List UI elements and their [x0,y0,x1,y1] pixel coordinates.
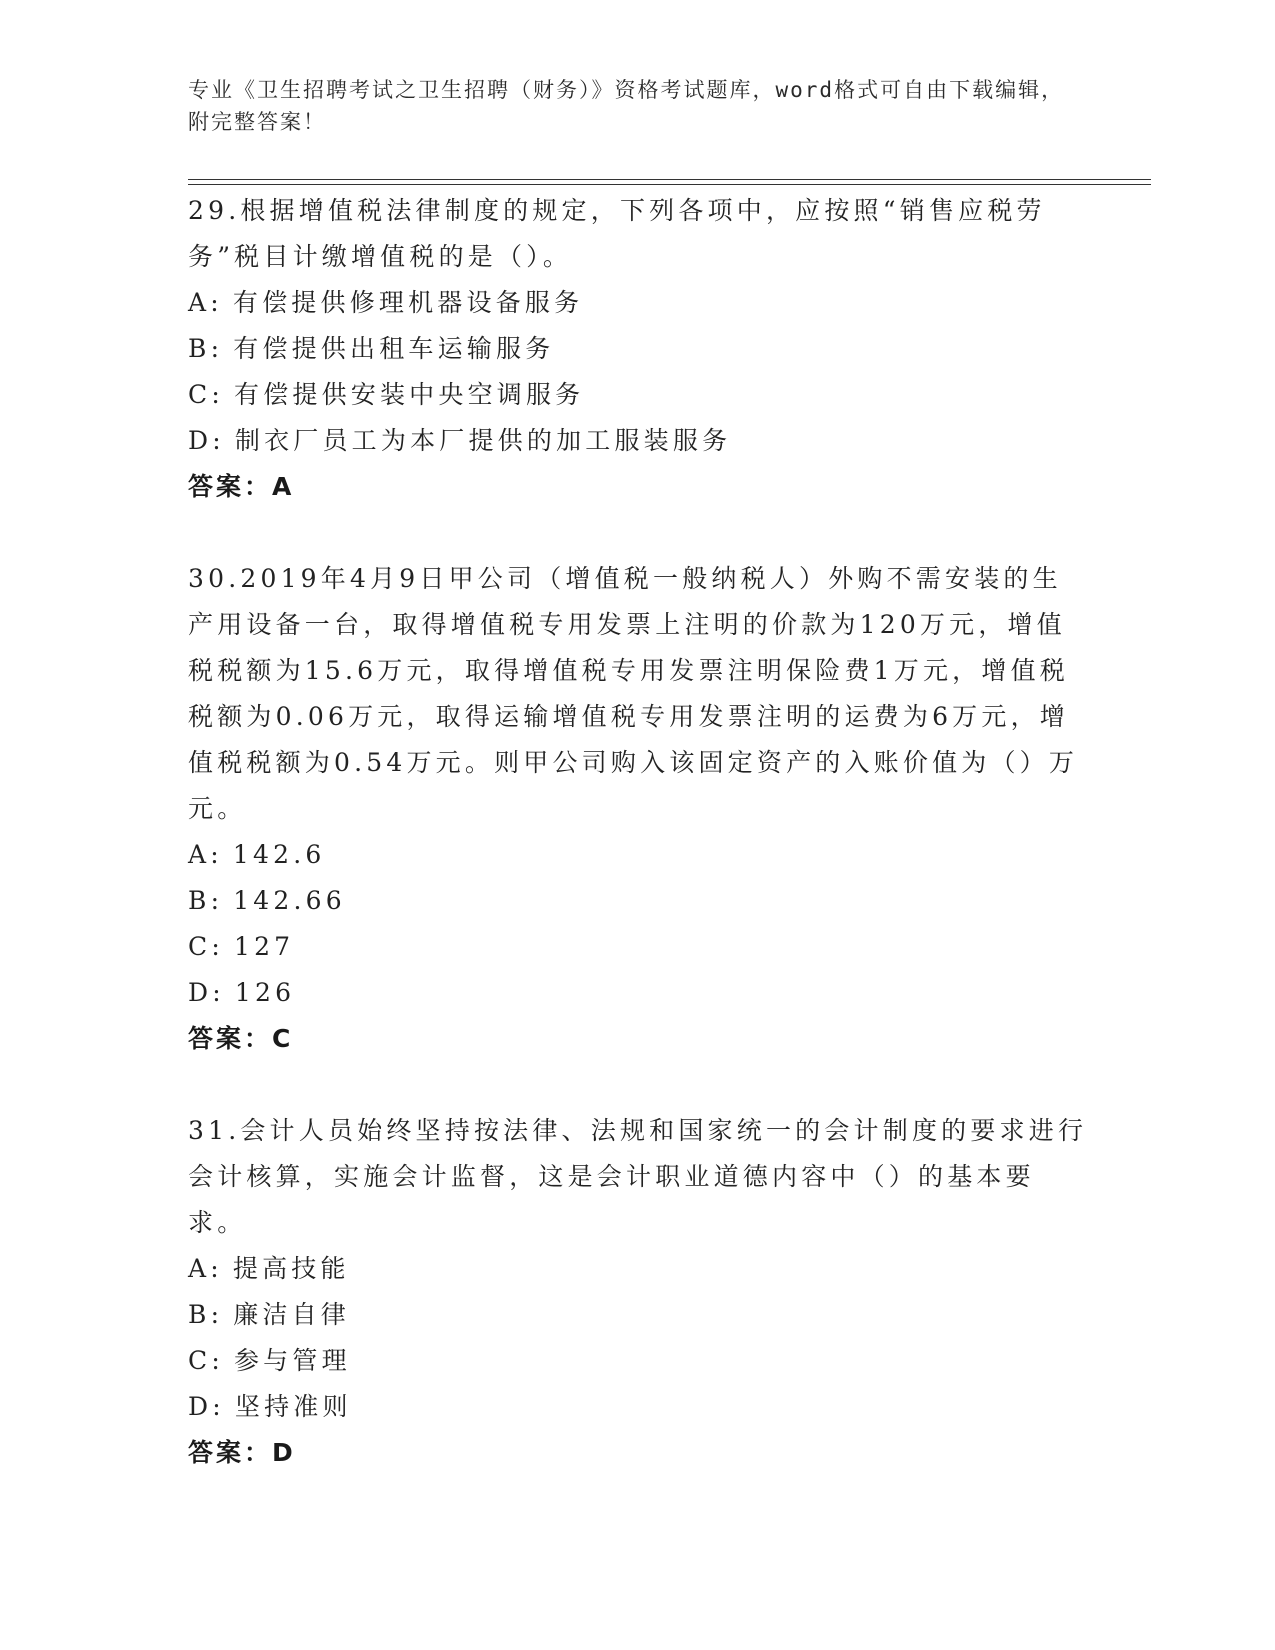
option-text: 提高技能 [232,1254,350,1283]
option-text: 142.66 [233,886,346,915]
document-header: 专业《卫生招聘考试之卫生招聘（财务）》资格考试题库，word格式可自由下载编辑，附完整答案！ [188,78,1065,134]
question-31 [188,1108,1088,1476]
option-list [188,832,1088,1016]
option-text: 廉洁自律 [233,1300,351,1329]
answer-label: 答案：A [188,472,295,501]
option-key: B [188,334,211,363]
option-list [188,280,1088,464]
option-key: C [188,932,212,961]
option-separator: : [210,1254,223,1283]
option-key: D [188,978,213,1007]
option-list [188,1246,1088,1430]
option-c [188,1338,1088,1384]
option-text: 126 [234,978,296,1007]
question-stem: 30.2019年4月9日甲公司（增值税一般纳税人）外购不需安装的生产用设备一台，取得增值税专用发票上注明的价款为120万元，增值税税额为15.6万元，取得增值税专用发票注明保险费1万元，增值税税额为0.06万元，取得运输增值税专用发票注明的运费为6万元，增值税税额为0.54万元。则甲公司购入该固定资产的入账价值为（）万元。 [188,564,1079,823]
option-d [188,418,1088,464]
option-key: C [188,380,212,409]
option-key: C [188,1346,212,1375]
answer-label: 答案：C [188,1024,294,1053]
question-list [188,188,1088,1522]
option-key: D [188,426,213,455]
option-separator: : [211,1346,224,1375]
option-text: 参与管理 [233,1346,351,1375]
option-key: A [188,1254,211,1283]
question-30 [188,556,1088,1062]
option-separator: : [212,426,225,455]
option-separator: : [210,334,224,363]
option-separator: : [212,1392,225,1421]
option-key: A [188,288,211,317]
option-b [188,1292,1088,1338]
header-divider-top [188,179,1151,180]
option-separator: : [211,380,224,409]
question-stem: 29.根据增值税法律制度的规定，下列各项中，应按照“销售应税劳务”税目计缴增值税的是（）。 [188,196,1046,271]
option-text: 有偿提供出租车运输服务 [233,334,555,363]
option-b [188,326,1088,372]
option-separator: : [210,1300,224,1329]
option-text: 127 [233,932,295,961]
option-text: 坚持准则 [234,1392,352,1421]
option-d [188,1384,1088,1430]
option-separator: : [212,978,225,1007]
option-a [188,832,1088,878]
option-a [188,1246,1088,1292]
option-b [188,878,1088,924]
option-c [188,924,1088,970]
option-key: D [188,1392,213,1421]
option-key: B [188,1300,211,1329]
option-text: 142.6 [232,840,326,869]
option-key: B [188,886,211,915]
question-stem: 31.会计人员始终坚持按法律、法规和国家统一的会计制度的要求进行会计核算，实施会计监督，这是会计职业道德内容中（）的基本要求。 [188,1116,1088,1237]
option-d [188,970,1088,1016]
option-text: 有偿提供安装中央空调服务 [233,380,585,409]
option-text: 制衣厂员工为本厂提供的加工服装服务 [234,426,732,455]
answer-label: 答案：D [188,1438,296,1467]
option-key: A [188,840,211,869]
option-separator: : [210,288,223,317]
option-separator: : [211,932,224,961]
option-text: 有偿提供修理机器设备服务 [232,288,584,317]
option-c [188,372,1088,418]
option-separator: : [210,886,224,915]
header-divider-bottom [188,184,1151,185]
question-29 [188,188,1088,510]
option-separator: : [210,840,223,869]
option-a [188,280,1088,326]
